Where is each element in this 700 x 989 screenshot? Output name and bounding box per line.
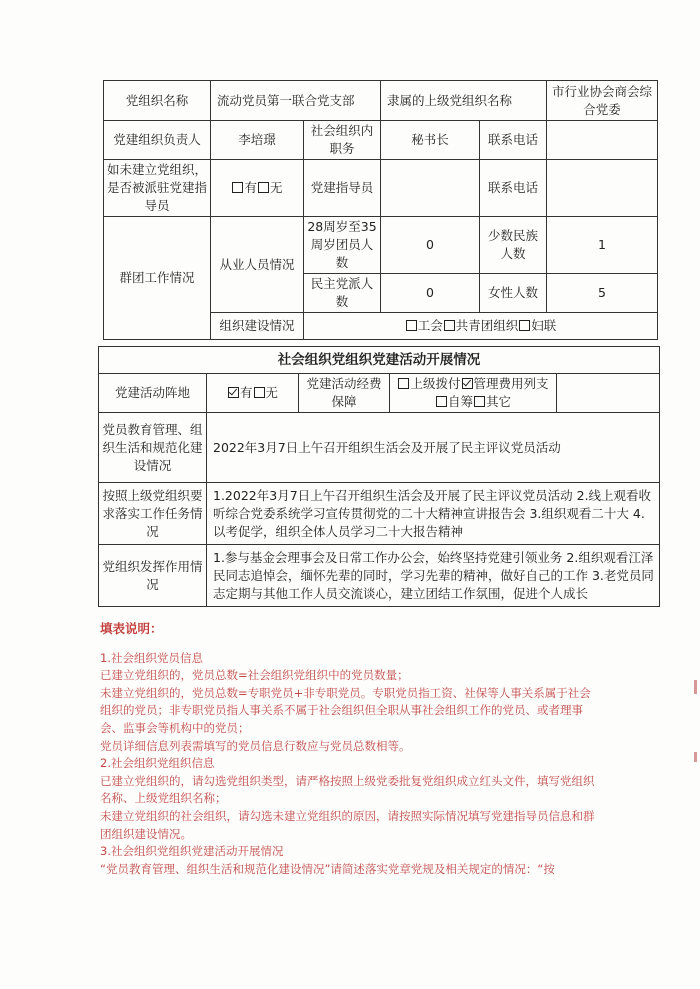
instructor-opt-no: 无 — [270, 180, 283, 195]
funding-opt-admin-expense: 管理费用列支 — [473, 376, 549, 391]
social-post-value: 秘书长 — [381, 121, 480, 160]
democratic-label: 民主党派人数 — [304, 274, 381, 313]
checkbox-instructor-yes[interactable] — [232, 182, 243, 193]
instructions-heading: 填表说明： — [100, 621, 163, 636]
implement-label: 按照上级党组织要求落实工作任务情况 — [99, 483, 207, 545]
instruction-line: 1.社会组织党员信息 — [100, 650, 203, 665]
ethnic-value: 1 — [547, 217, 658, 274]
org-build-label: 组织建设情况 — [211, 313, 304, 340]
activities-table — [98, 346, 660, 607]
checkbox-instructor-no[interactable] — [258, 182, 269, 193]
checkbox-youth-league[interactable] — [444, 320, 455, 331]
checkbox-women-federation[interactable] — [519, 320, 530, 331]
funding-choices — [390, 374, 557, 413]
funding-opt-superior: 上级拨付 — [410, 376, 461, 391]
instructor-phone-label: 联系电话 — [480, 160, 547, 217]
scan-edge-mark — [694, 752, 697, 762]
position-choices — [207, 374, 299, 413]
staff-label: 从业人员情况 — [211, 217, 304, 313]
instruction-line: 未建立党组织的，党员总数=专职党员+非专职党员。专职党员指工资、社保等人事关系属于社会组织的党员；非专职党员指人事关系不属于社会组织但全职从事社会组织工作的党员、或者理事会、监事会等机构中的党员； — [100, 685, 591, 735]
parent-org-label: 隶属的上级党组织名称 — [381, 81, 547, 121]
democratic-value: 0 — [381, 274, 480, 313]
org-name-label: 党组织名称 — [104, 81, 211, 121]
youth-value: 0 — [381, 217, 480, 274]
checkbox-position-yes[interactable] — [228, 387, 239, 398]
funding-opt-other: 其它 — [486, 394, 512, 409]
org-name-value: 流动党员第一联合党支部 — [211, 81, 381, 121]
parent-org-value: 市行业协会商会综合党委 — [547, 81, 658, 121]
instruction-line: 2.社会组织党组织信息 — [100, 756, 215, 771]
instruction-line: 已建立党组织的，党员总数=社会组织党组织中的党员数量； — [100, 668, 409, 683]
checkbox-position-no[interactable] — [254, 387, 265, 398]
implement-value: 1.2022年3月7日上午召开组织生活会及开展了民主评议党员活动 2.线上观看收听综合党委系统学习宣传贯彻党的二十大精神宣讲报告会 3.组织观看二十大 4.以考促学，组织全体人员学习二十大报告精神 — [207, 483, 660, 545]
org-build-opt-women-federation: 妇联 — [531, 318, 557, 333]
funding-extra — [557, 374, 660, 413]
role-value: 1.参与基金会理事会及日常工作办公会，始终坚持党建引领业务 2.组织观看江泽民同志追悼会，缅怀先辈的同时，学习先辈的精神，做好自己的工作 3.老党员同志定期与其他工作人员交流谈心，建立团结工作氛围，促进个人成长 — [207, 545, 660, 607]
leader-label: 党建组织负责人 — [104, 121, 211, 160]
phone-label: 联系电话 — [480, 121, 547, 160]
position-opt-yes: 有 — [239, 385, 253, 400]
instructor-value — [381, 160, 480, 217]
org-build-opt-youth-league: 共青团组织 — [455, 318, 519, 333]
education-value: 2022年3月7日上午召开组织生活会及开展了民主评议党员活动 — [207, 413, 660, 483]
checkbox-funding-admin-expense[interactable] — [462, 378, 473, 389]
instruction-line: 党员详细信息列表需填写的党员信息行数应与党员总数相等。 — [100, 738, 411, 753]
role-label: 党组织发挥作用情况 — [99, 545, 207, 607]
funding-label: 党建活动经费保障 — [299, 374, 390, 413]
checkbox-funding-self[interactable] — [436, 396, 447, 407]
org-build-opt-union: 工会 — [417, 318, 443, 333]
position-opt-no: 无 — [265, 385, 279, 400]
mass-work-label: 群团工作情况 — [104, 217, 211, 340]
checkbox-funding-superior[interactable] — [398, 378, 409, 389]
form-instructions — [100, 620, 600, 878]
instructor-opt-yes: 有 — [244, 180, 257, 195]
instructor-question: 如未建立党组织，是否被派驻党建指导员 — [104, 160, 211, 217]
scan-edge-mark — [694, 680, 697, 694]
funding-opt-self: 自筹 — [447, 394, 473, 409]
org-build-choices — [304, 313, 658, 340]
instruction-line: “党员教育管理、组织生活和规范化建设情况”请简述落实党章党规及相关规定的情况：“按 — [100, 861, 555, 876]
female-label: 女性人数 — [480, 274, 547, 313]
instructor-label: 党建指导员 — [304, 160, 381, 217]
checkbox-union[interactable] — [406, 320, 417, 331]
instructor-choice — [211, 160, 304, 217]
activities-title: 社会组织党组织党建活动开展情况 — [99, 347, 660, 374]
instructor-phone-value — [547, 160, 658, 217]
phone-value — [547, 121, 658, 160]
education-label: 党员教育管理、组织生活和规范化建设情况 — [99, 413, 207, 483]
social-post-label: 社会组织内职务 — [304, 121, 381, 160]
instruction-line: 未建立党组织的社会组织，请勾选未建立党组织的原因，请按照实际情况填写党建指导员信息和群团组织建设情况。 — [100, 808, 595, 841]
youth-label: 28周岁至35周岁团员人数 — [304, 217, 381, 274]
position-label: 党建活动阵地 — [99, 374, 207, 413]
instruction-line: 3.社会组织党组织党建活动开展情况 — [100, 844, 284, 859]
instruction-line: 已建立党组织的，请勾选党组织类型，请严格按照上级党委批复党组织成立红头文件，填写党组织名称、上级党组织名称； — [100, 773, 595, 806]
female-value: 5 — [547, 274, 658, 313]
org-info-table — [103, 80, 658, 340]
leader-value: 李培璟 — [211, 121, 304, 160]
checkbox-funding-other[interactable] — [474, 396, 485, 407]
ethnic-label: 少数民族人数 — [480, 217, 547, 274]
